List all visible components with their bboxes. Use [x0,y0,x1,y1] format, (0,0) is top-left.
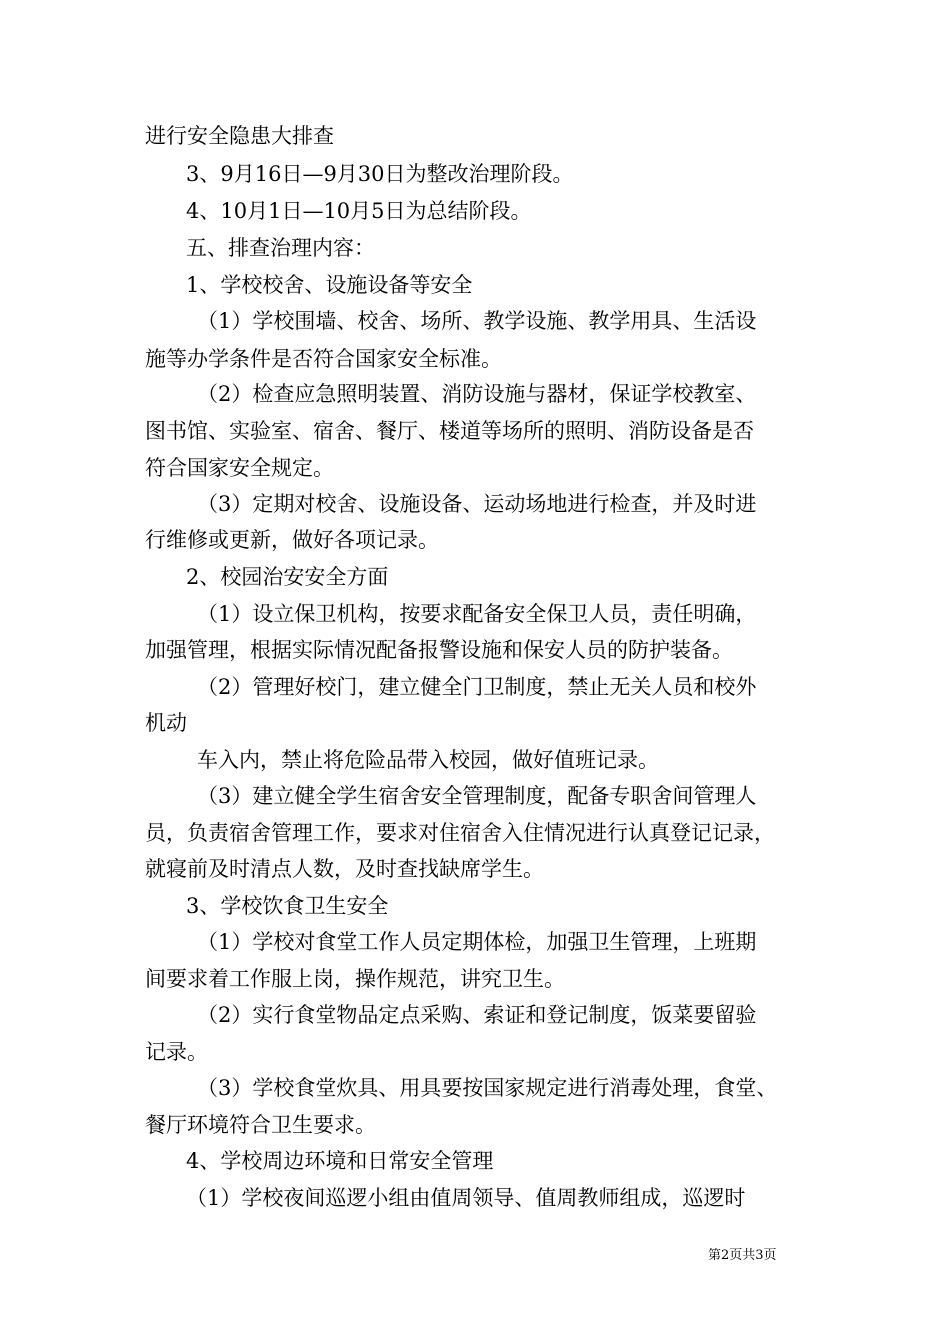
text-line: 餐厅环境符合卫生要求。 [145,1113,376,1137]
text-line: （2）管理好校门，建立健全门卫制度，禁止无关人员和校外 [197,675,757,699]
text-line: 符合国家安全规定。 [145,456,334,480]
text-line: （1）学校夜间巡逻小组由值周领导、值周教师组成，巡逻时 [186,1186,746,1210]
subsection-heading: 4、学校周边环境和日常安全管理 [186,1149,494,1173]
text-line: 进行安全隐患大排查 [145,124,334,148]
text-line: 3、9月16日—9月30日为整改治理阶段。 [186,162,574,186]
text-line: 加强管理，根据实际情况配备报警设施和保安人员的防护装备。 [145,638,733,662]
text-line: （2）实行食堂物品定点采购、索证和登记制度，饭菜要留验 [197,1003,757,1027]
text-line: （1）设立保卫机构，按要求配备安全保卫人员，责任明确， [197,602,757,626]
text-line: （1）学校围墙、校舍、场所、教学设施、教学用具、生活设 [197,309,757,333]
text-line: （3）学校食堂炊具、用具要按国家规定进行消毒处理，食堂、 [197,1076,778,1100]
text-line: 图书馆、实验室、宿舍、餐厅、楼道等场所的照明、消防设备是否 [145,419,754,443]
text-line: 就寝前及时清点人数，及时查找缺席学生。 [145,857,544,881]
text-line: （3）建立健全学生宿舍安全管理制度，配备专职舍间管理人 [197,784,757,808]
text-line: 记录。 [145,1040,208,1064]
subsection-heading: 1、学校校舍、设施设备等安全 [186,273,473,297]
subsection-heading: 3、学校饮食卫生安全 [186,894,389,918]
text-line: 机动 [145,711,187,735]
text-line: （1）学校对食堂工作人员定期体检，加强卫生管理，上班期 [197,930,757,954]
text-line: 间要求着工作服上岗，操作规范，讲究卫生。 [145,967,565,991]
text-line: 施等办学条件是否符合国家安全标准。 [145,347,502,371]
page-number: 第2页共3页 [708,1248,777,1263]
text-line: （2）检查应急照明装置、消防设施与器材，保证学校教室、 [197,382,757,406]
text-line: 员，负责宿舍管理工作，要求对住宿舍入住情况进行认真登记记录， [145,821,775,845]
text-line: （3）定期对校舍、设施设备、运动场地进行检查，并及时进 [197,492,757,516]
section-heading: 五、排查治理内容： [186,236,375,260]
text-line: 4、10月1日—10月5日为总结阶段。 [186,199,532,223]
subsection-heading: 2、校园治安安全方面 [186,565,389,589]
text-line: 车入内，禁止将危险品带入校园，做好值班记录。 [197,748,659,772]
text-line: 行维修或更新，做好各项记录。 [145,528,439,552]
